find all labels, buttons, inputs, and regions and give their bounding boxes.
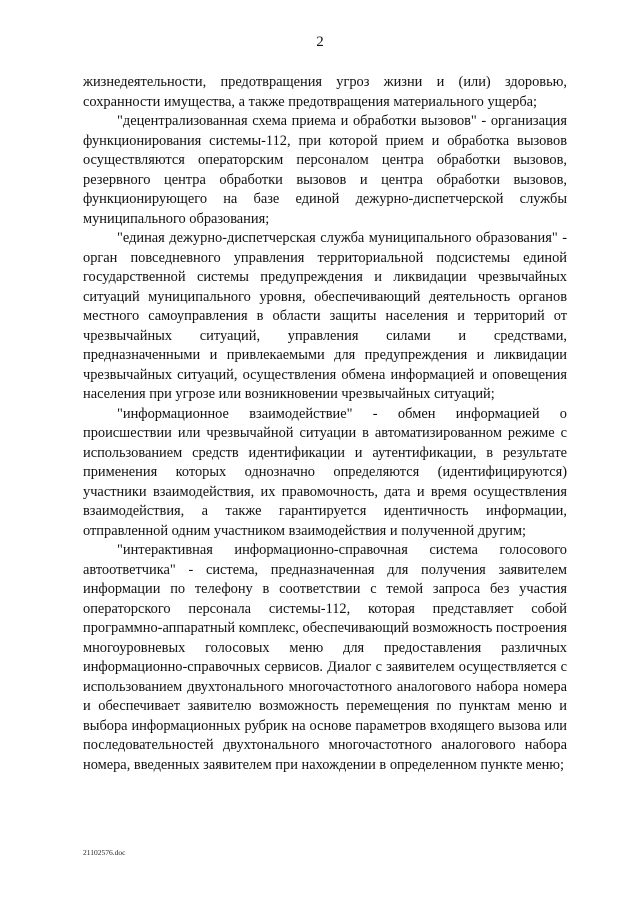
paragraph-interactive-voice-system: "интерактивная информационно-справочная система голосового автоответчика" - система, предназначенная для получения заявителем информации по телефону в соответствии с темой запроса без участия операторского персонала системы-112, которая представляет собой программно-аппаратный комплекс, обеспечивающий возможность построения многоуровневых голосовых меню для предоставления различных информационно-справочных сервисов. Диалог с заявителем осуществляется с использованием двухтонального многочастотного аналогового набора номера и обеспечивает заявителю возможность перемещения по пунктам меню и выбора информационных рубрик на основе параметров входящего вызова или последовательностей двухтонального многочастотного аналогового набора номера, введенных заявителем при нахождении в определенном пункте меню; (83, 542, 567, 773)
page-number: 2 (316, 34, 324, 50)
paragraph-information-interaction: "информационное взаимодействие" - обмен информацией о происшествии или чрезвычайной ситуации в автоматизированном режиме с использованием средств идентификации и аутентификации, в результате применения которых однозначно определяются (идентифицируются) участники взаимодействия, их правомочность, дата и время осуществления взаимодействия, а также гарантируется идентичность информации, отправленной одним участником взаимодействия и полученной другим; (83, 405, 567, 539)
document-body (83, 73, 567, 775)
footer-filename: 21102576.doc (83, 848, 126, 857)
paragraph-unified-dispatch-service: "единая дежурно-диспетчерская служба муниципального образования" - орган повседневного управления территориальной подсистемы единой государственной системы предупреждения и ликвидации чрезвычайных ситуаций муниципального уровня, обеспечивающий деятельность органов местного самоуправления в области защиты населения и территорий от чрезвычайных ситуаций, управления силами и средствами, предназначенными и привлекаемыми для предупреждения и ликвидации чрезвычайных ситуаций, осуществления обмена информацией и оповещения населения при угрозе или возникновении чрезвычайных ситуаций; (83, 230, 567, 402)
paragraph-decentralized-scheme: "децентрализованная схема приема и обработки вызовов" - организация функционирования системы-112, при которой прием и обработка вызовов осуществляются операторским персоналом центра обработки вызовов, резервного центра обработки вызовов и центра обработки вызовов, функционирующего на базе единой дежурно-диспетчерской службы муниципального образования; (83, 113, 567, 227)
paragraph-continuation: жизнедеятельности, предотвращения угроз жизни и (или) здоровью, сохранности имущества, а также предотвращения материального ущерба; (83, 74, 567, 110)
